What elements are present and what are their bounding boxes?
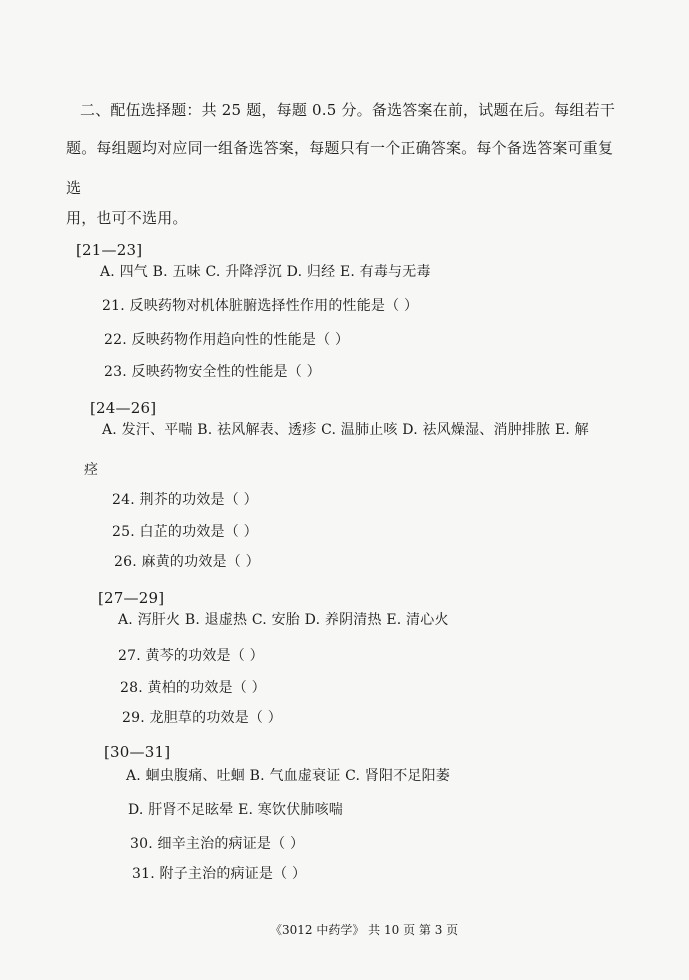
group-range: [21—23]	[76, 241, 143, 259]
group-range: [24—26]	[90, 399, 157, 417]
page-footer: 《3012 中药学》 共 10 页 第 3 页	[270, 923, 459, 937]
group-range: [27—29]	[98, 589, 165, 607]
group-options: A. 四气 B. 五味 C. 升降浮沉 D. 归经 E. 有毒与无毒	[100, 264, 431, 280]
group-options: A. 发汗、平喘 B. 祛风解表、透疹 C. 温肺止咳 D. 祛风燥湿、消肿排脓 E. 解	[102, 422, 589, 438]
question-item: 29. 龙胆草的功效是（ ）	[122, 710, 282, 726]
question-item: 24. 荆芥的功效是（ ）	[112, 492, 258, 508]
group-options: D. 肝肾不足眩晕 E. 寒饮伏肺咳喘	[128, 802, 343, 818]
question-item: 31. 附子主治的病证是（ ）	[132, 866, 307, 882]
section-heading-line-4: 用，也可不选用。	[66, 209, 188, 227]
question-item: 23. 反映药物安全性的性能是（ ）	[104, 364, 321, 380]
group-range: [30—31]	[104, 743, 171, 761]
question-item: 27. 黄芩的功效是（ ）	[118, 648, 264, 664]
question-item: 22. 反映药物作用趋向性的性能是（ ）	[104, 332, 350, 348]
question-item: 30. 细辛主治的病证是（ ）	[130, 836, 305, 852]
question-item: 28. 黄柏的功效是（ ）	[120, 680, 266, 696]
section-heading-line-1: 二、配伍选择题：共 25 题，每题 0.5 分。备选答案在前，试题在后。每组若干	[80, 101, 616, 119]
section-heading-line-2: 题。每组题均对应同一组备选答案，每题只有一个正确答案。每个备选答案可重复	[66, 139, 614, 157]
question-item: 25. 白芷的功效是（ ）	[112, 524, 258, 540]
question-item: 26. 麻黄的功效是（ ）	[114, 554, 260, 570]
group-options: A. 蛔虫腹痛、吐蛔 B. 气血虚衰证 C. 肾阳不足阳萎	[126, 768, 451, 784]
section-heading-line-3: 选	[66, 179, 82, 197]
question-item: 21. 反映药物对机体脏腑选择性作用的性能是（ ）	[102, 298, 419, 314]
group-options-continued: 痉	[84, 462, 99, 478]
group-options: A. 泻肝火 B. 退虚热 C. 安胎 D. 养阴清热 E. 清心火	[118, 612, 449, 628]
